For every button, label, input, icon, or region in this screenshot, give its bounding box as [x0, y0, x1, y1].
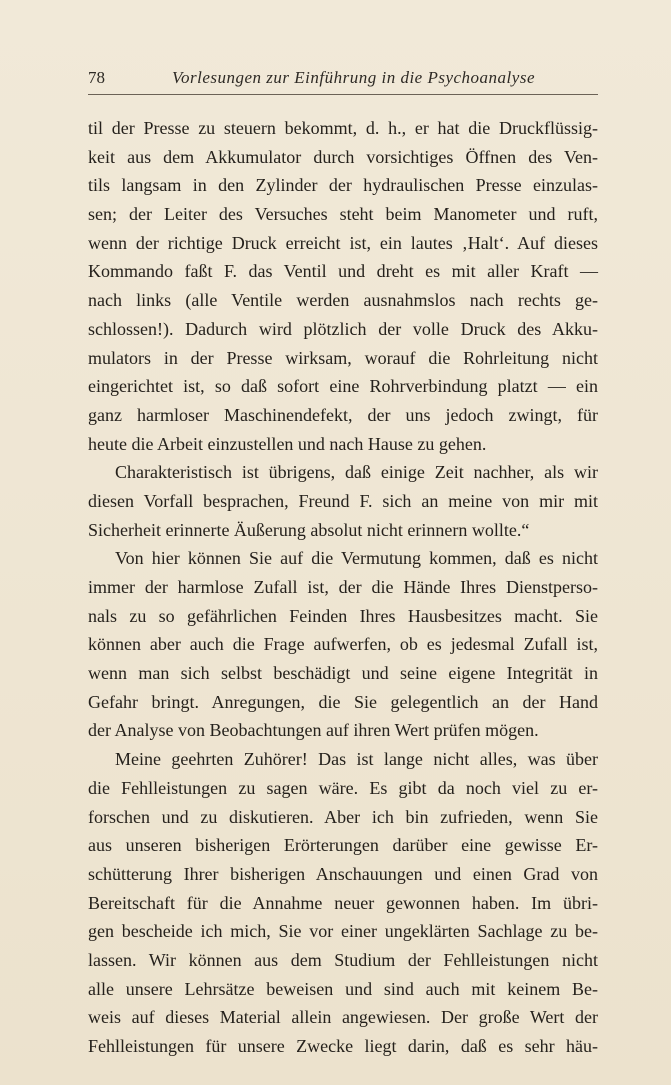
- text-line: lassen. Wir können aus dem Studium der Fehlleistungen nicht: [88, 949, 598, 970]
- text-line: alle unsere Lehrsätze beweisen und sind auch mit keinem Be-: [88, 978, 598, 999]
- text-line: ganz harmloser Maschinendefekt, der uns jedoch zwingt, für: [88, 404, 598, 425]
- text-line: der Analyse von Beobachtungen auf ihren Wert prüfen mögen.: [88, 720, 539, 741]
- text-line: eingerichtet ist, so daß sofort eine Rohrverbindung platzt — ein: [88, 376, 598, 397]
- text-line: sen; der Leiter des Versuches steht beim Manometer und ruft,: [88, 204, 598, 225]
- text-line: Sicherheit erinnerte Äußerung absolut nicht erinnern wollte.“: [88, 519, 530, 540]
- text-line: immer der harmlose Zufall ist, der die Hände Ihres Dienstperso-: [88, 577, 598, 597]
- text-line: mulators in der Presse wirksam, worauf die Rohrleitung nicht: [88, 347, 598, 368]
- text-line: wenn der richtige Druck erreicht ist, ein lautes ‚Halt‘. Auf dieses: [88, 232, 598, 253]
- text-line: wenn man sich selbst beschädigt und seine eigene Integrität in: [88, 663, 598, 684]
- text-line: til der Presse zu steuern bekommt, d. h., er hat die Druckflüssig-: [88, 118, 598, 138]
- text-line: aus unseren bisherigen Erörterungen darüber eine gewisse Er-: [88, 835, 598, 856]
- text-line: forschen und zu diskutieren. Aber ich bin zufrieden, wenn Sie: [88, 806, 598, 827]
- text-line: weis auf dieses Material allein angewiesen. Der große Wert der: [88, 1007, 598, 1028]
- text-line: diesen Vorfall besprachen, Freund F. sich an meine von mir mit: [88, 490, 598, 511]
- text-line: Gefahr bringt. Anregungen, die Sie gelegentlich an der Hand: [88, 691, 598, 712]
- text-line: keit aus dem Akkumulator durch vorsichtiges Öffnen des Ven-: [88, 146, 598, 167]
- text-line: nach links (alle Ventile werden ausnahmslos nach rechts ge-: [88, 290, 598, 311]
- text-line: Kommando faßt F. das Ventil und dreht es mit aller Kraft —: [88, 261, 598, 282]
- text-line: Von hier können Sie auf die Vermutung kommen, daß es nicht: [115, 548, 598, 569]
- text-line: Meine geehrten Zuhörer! Das ist lange nicht alles, was über: [115, 749, 598, 770]
- text-line: schlossen!). Dadurch wird plötzlich der volle Druck des Akku-: [88, 318, 598, 339]
- body-text: [88, 114, 598, 1061]
- text-line: Bereitschaft für die Annahme neuer gewonnen haben. Im übri-: [88, 892, 598, 913]
- text-line: tils langsam in den Zylinder der hydraulischen Presse einzulas-: [88, 175, 598, 196]
- text-line: gen bescheide ich mich, Sie vor einer ungeklärten Sachlage zu be-: [88, 921, 598, 942]
- header-rule: [88, 94, 598, 95]
- text-line: Fehlleistungen für unsere Zwecke liegt darin, daß es sehr häu-: [88, 1036, 598, 1056]
- page-number: 78: [88, 68, 105, 87]
- text-line: heute die Arbeit einzustellen und nach Hause zu gehen.: [88, 433, 487, 454]
- text-line: Charakteristisch ist übrigens, daß einige Zeit nachher, als wir: [115, 462, 598, 483]
- text-line: schütterung Ihrer bisherigen Anschauungen und einen Grad von: [88, 863, 598, 884]
- page-header: [88, 66, 598, 94]
- text-line: nals zu so gefährlichen Feinden Ihres Hausbesitzes macht. Sie: [88, 605, 598, 626]
- text-line: die Fehlleistungen zu sagen wäre. Es gibt da noch viel zu er-: [88, 777, 598, 798]
- text-line: können aber auch die Frage aufwerfen, ob es jedesmal Zufall ist,: [88, 634, 598, 655]
- running-head: Vorlesungen zur Einführung in die Psychoanalyse: [172, 68, 535, 87]
